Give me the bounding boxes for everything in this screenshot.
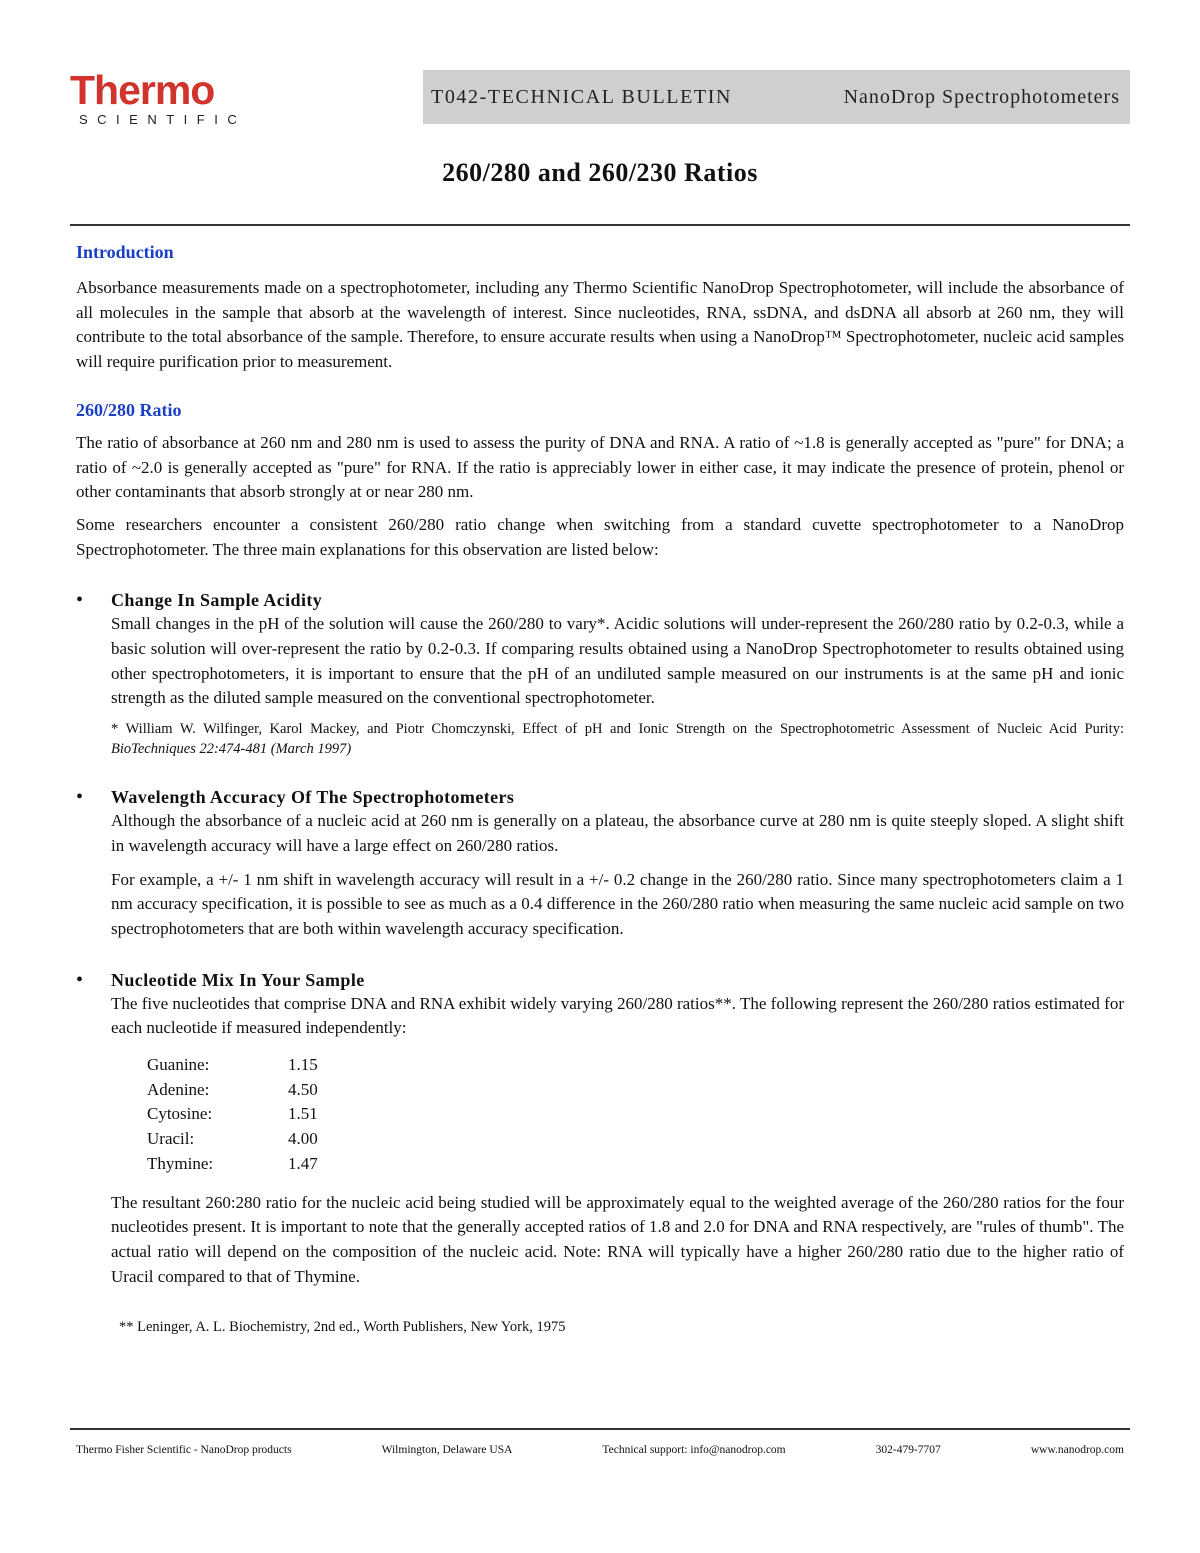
bullet-text: Small changes in the pH of the solution will cause the 260/280 to vary*. Acidic solutions will under-represent the 260/280 ratio by 0.2-0.3, while a basic solution will over-represent the ratio by 0.2-0.3. If comparing results obtained using a NanoDrop Spectrophotometer to results obtained using other spectrophotometers, it is important to ensure that the pH of an undiluted sample measured on our instruments is at the same pH and ionic strength as the diluted sample measured on the conventional spectrophotometer. xyxy=(111,614,1124,708)
bullet-text-2: For example, a +/- 1 nm shift in wavelength accuracy will result in a +/- 0.2 change in the 260/280 ratio. Since many spectrophotometers claim a 1 nm accuracy specification, it is possible to see as much as a 0.4 difference in the 260/280 ratio when measuring the same nucleic acid sample on two spectrophotometers that are both within wavelength accuracy specification. xyxy=(111,869,1124,938)
thermo-scientific-logo xyxy=(70,67,250,127)
nucleotide-ratio: 4.00 xyxy=(288,1129,318,1149)
bullet-marker: • xyxy=(76,968,84,991)
list-item xyxy=(147,1127,1124,1152)
logo-wordmark: Thermo xyxy=(70,67,215,113)
header-rule xyxy=(70,224,1130,226)
page-title: 260/280 and 260/230 Ratios xyxy=(442,158,758,187)
nucleotide-name: Uracil: xyxy=(147,1129,195,1149)
nucleotide-name: Guanine: xyxy=(147,1055,210,1075)
bullet-text: Although the absorbance of a nucleic acid at 260 nm is generally on a plateau, the absorbance curve at 280 nm is quite steeply sloped. A slight shift in wavelength accuracy will have a large effect on 260/280 ratios. xyxy=(111,811,1124,855)
bullet-heading: Change In Sample Acidity xyxy=(111,590,323,611)
intro-heading: Introduction xyxy=(76,242,174,262)
footer-phone: 302-479-7707 xyxy=(875,1444,941,1456)
footer-website: www.nanodrop.com xyxy=(1030,1444,1124,1456)
footnote-citation: BioTechniques 22:474-481 (March 1997) xyxy=(111,741,352,758)
bullet-sample-acidity xyxy=(76,588,1124,759)
bullet-marker: • xyxy=(76,786,84,809)
bullet-heading: Wavelength Accuracy Of The Spectrophotometers xyxy=(111,787,515,808)
document-body xyxy=(76,240,1124,1337)
bullet-nucleotide-mix xyxy=(76,968,1124,1338)
ratio-paragraph-1: The ratio of absorbance at 260 nm and 280 nm is used to assess the purity of DNA and RNA. A ratio of ~1.8 is generally accepted as "pure" for DNA; a ratio of ~2.0 is generally accepted as "pure" for RNA. If the ratio is appreciably lower in either case, it may indicate the presence of protein, phenol or other contaminants that absorb strongly at or near 280 nm. xyxy=(76,432,1124,502)
bullet-text: The five nucleotides that comprise DNA and RNA exhibit widely varying 260/280 ratios**. The following represent the 260/280 ratios estimated for each nucleotide if measured independently: xyxy=(111,993,1124,1038)
list-item xyxy=(147,1078,1124,1103)
logo-subtitle: SCIENTIFIC xyxy=(79,112,247,127)
ratio-paragraph-2: Some researchers encounter a consistent 260/280 ratio change when switching from a standard cuvette spectrophotometer to a NanoDrop Spectrophotometer. The three main explanations for this observation are listed below: xyxy=(76,514,1124,559)
intro-text: Absorbance measurements made on a spectrophotometer, including any Thermo Scientific NanoDrop Spectrophotometer, will include the absorbance of all molecules in the sample that absorb at the wavelength of interest. Since nucleotides, RNA, ssDNA, and dsDNA all absorb at 260 nm, they will contribute to the total absorbance of the sample. Therefore, to ensure accurate results when using a NanoDrop™ Spectrophotometer, nucleic acid samples will require purification prior to measurement. xyxy=(76,278,1124,372)
nucleotide-name: Cytosine: xyxy=(147,1104,213,1124)
footnote: ** Leninger, A. L. Biochemistry, 2nd ed., Worth Publishers, New York, 1975 xyxy=(119,1319,566,1336)
footer-rule xyxy=(70,1428,1130,1430)
bulletin-number: T042-TECHNICAL BULLETIN xyxy=(431,85,733,108)
list-item xyxy=(147,1152,1124,1177)
footer-company: Thermo Fisher Scientific - NanoDrop products xyxy=(76,1444,292,1456)
footer-location: Wilmington, Delaware USA xyxy=(381,1444,513,1456)
product-line: NanoDrop Spectrophotometers xyxy=(843,85,1120,108)
page-footer xyxy=(76,1444,1124,1456)
bullet-heading: Nucleotide Mix In Your Sample xyxy=(111,969,365,990)
list-item xyxy=(147,1102,1124,1127)
bullet-text-2: The resultant 260:280 ratio for the nucleic acid being studied will be approximately equal to the weighted average of the 260/280 ratios for the four nucleotides present. It is important to note that the generally accepted ratios of 1.8 and 2.0 for DNA and RNA respectively, are "rules of thumb". The actual ratio will depend on the composition of the nucleic acid. Note: RNA will typically have a higher 260/280 ratio due to the higher ratio of Uracil compared to that of Thymine. xyxy=(111,1192,1124,1286)
nucleotide-ratio: 1.47 xyxy=(288,1153,318,1173)
list-item xyxy=(147,1053,1124,1078)
footnote xyxy=(111,719,1124,759)
nucleotide-ratio: 1.15 xyxy=(288,1055,318,1075)
bullet-marker: • xyxy=(76,589,84,612)
nucleotide-ratio-list xyxy=(147,1053,1124,1177)
footer-support: Technical support: info@nanodrop.com xyxy=(602,1444,786,1456)
header-banner xyxy=(423,70,1130,124)
bullet-wavelength-accuracy xyxy=(76,785,1124,942)
ratio-heading: 260/280 Ratio xyxy=(76,399,182,420)
nucleotide-ratio: 1.51 xyxy=(288,1104,318,1124)
nucleotide-name: Thymine: xyxy=(147,1153,214,1173)
nucleotide-name: Adenine: xyxy=(147,1079,210,1099)
nucleotide-ratio: 4.50 xyxy=(288,1079,318,1099)
footnote-text: * William W. Wilfinger, Karol Mackey, and Piotr Chomczynski, Effect of pH and Ionic Strength on the Spectrophotometric Assessment of Nucleic Acid Purity: xyxy=(111,721,1124,738)
